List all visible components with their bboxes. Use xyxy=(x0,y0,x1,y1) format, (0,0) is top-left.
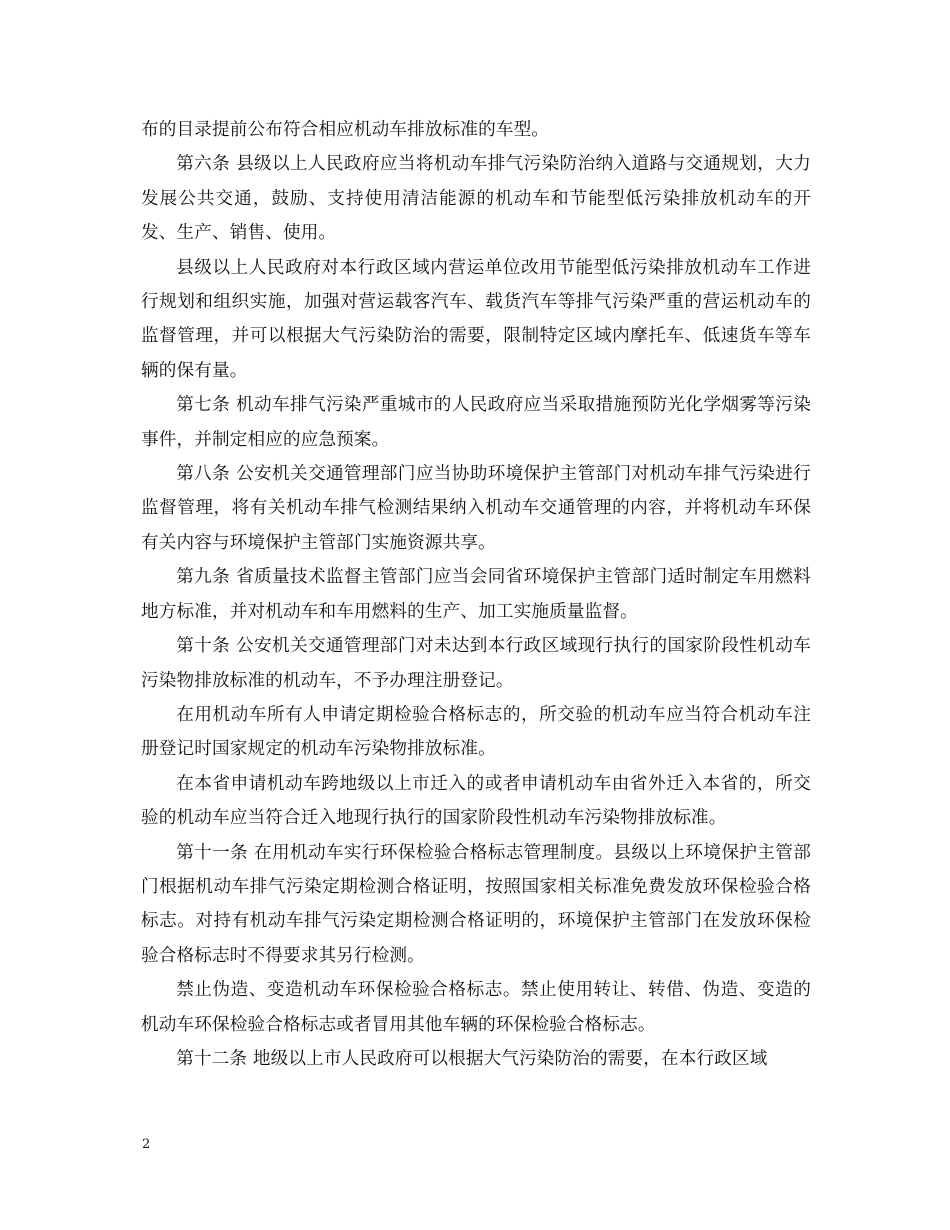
paragraph-article-7: 第七条 机动车排气污染严重城市的人民政府应当采取措施预防光化学烟雾等污染事件，并制定相应的应急预案。 xyxy=(141,395,811,450)
paragraph-article-10-clause-3: 在本省申请机动车跨地级以上市迁入的或者申请机动车由省外迁入本省的，所交验的机动车应当符合迁入地现行执行的国家阶段性机动车污染物排放标准。 xyxy=(141,773,811,829)
paragraph-article-6-clause-2: 县级以上人民政府对本行政区域内营运单位改用节能型低污染排放机动车工作进行规划和组织实施，加强对营运载客汽车、载货汽车等排气污染严重的营运机动车的监督管理，并可以根据大气污染防治的需要，限制特定区域内摩托车、低速货车等车辆的保有量。 xyxy=(141,257,811,381)
paragraph-article-8: 第八条 公安机关交通管理部门应当协助环境保护主管部门对机动车排气污染进行监督管理，将有关机动车排气检测结果纳入机动车交通管理的内容，并将机动车环保有关内容与环境保护主管部门实施资源共享。 xyxy=(141,464,811,553)
paragraph-article-11: 第十一条 在用机动车实行环保检验合格标志管理制度。县级以上环境保护主管部门根据机动车排气污染定期检测合格证明，按照国家相关标准免费发放环保检验合格标志。对持有机动车排气污染定期检测合格证明的，环境保护主管部门在发放环保检验合格标志时不得要求其另行检测。 xyxy=(141,842,811,966)
paragraph-article-10: 第十条 公安机关交通管理部门对未达到本行政区域现行执行的国家阶段性机动车污染物排放标准的机动车，不予办理注册登记。 xyxy=(141,636,811,691)
page-number: 2 xyxy=(142,1137,151,1152)
paragraph-article-12: 第十二条 地级以上市人民政府可以根据大气污染防治的需要，在本行政区域 xyxy=(176,1048,768,1069)
paragraph-article-6: 第六条 县级以上人民政府应当将机动车排气污染防治纳入道路与交通规划，大力发展公共交通，鼓励、支持使用清洁能源的机动车和节能型低污染排放机动车的开发、生产、销售、使用。 xyxy=(141,154,811,244)
paragraph-article-9: 第九条 省质量技术监督主管部门应当会同省环境保护主管部门适时制定车用燃料地方标准，并对机动车和车用燃料的生产、加工实施质量监督。 xyxy=(141,567,811,622)
paragraph-article-10-clause-2: 在用机动车所有人申请定期检验合格标志的，所交验的机动车应当符合机动车注册登记时国家规定的机动车污染物排放标准。 xyxy=(141,704,811,760)
document-body xyxy=(141,113,811,1076)
paragraph-article-11-clause-2: 禁止伪造、变造机动车环保检验合格标志。禁止使用转让、转借、伪造、变造的机动车环保检验合格标志或者冒用其他车辆的环保检验合格标志。 xyxy=(141,980,811,1035)
paragraph-continued: 布的目录提前公布符合相应机动车排放标准的车型。 xyxy=(141,120,550,140)
